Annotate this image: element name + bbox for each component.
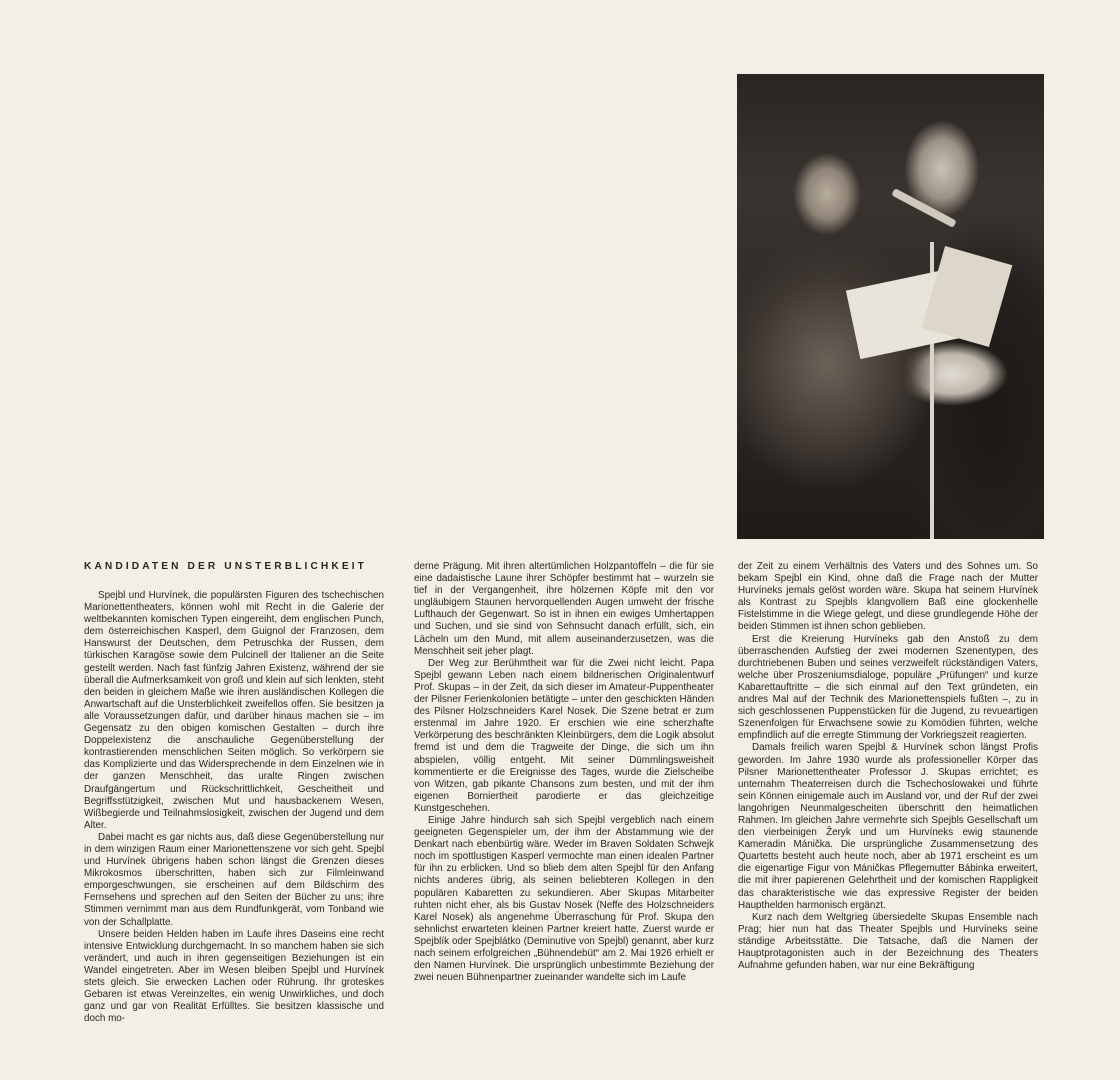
column-2 — [414, 561, 714, 984]
column-1 — [84, 561, 384, 1025]
paragraph: Kurz nach dem Weltgrieg übersiedelte Skupas Ensemble nach Prag; hier nun hat das Theater Spejbls und Hurvíneks seine ständige Arbeitsstätte. Die Tatsache, daß die Namen der Hauptprotagonisten auch in der Bezeichnung des Theaters Aufnahme gefunden haben, war nur eine Bekräftigung — [738, 911, 1038, 972]
photo — [737, 74, 1044, 539]
paragraph: derne Prägung. Mit ihren altertümlichen Holzpantoffeln – die für sie eine dadaistische Laune ihrer Schöpfer bestimmt hat – wurzeln sie tief in der Vergangenheit, ihre hölzernen Köpfe mit den vor ungläubigem Staunen hervorquellenden Augen umweht der frische Lufthauch der Gegenwart. So ist in ihnen ein ewiges Umhertappen und Suchen, und sie sind von Sehnsucht danach erfüllt, sich, ein Lächeln um den Mund, mit allem auseinanderzusetzen, was die Menschheit seit jeher plagt. — [414, 561, 714, 657]
paragraph: Einige Jahre hindurch sah sich Spejbl vergeblich nach einem geeigneten Gegenspieler um, der ihm der Abstammung wie der Denkart nach ebenbürtig wäre. Weder im Braven Soldaten Schwejk noch im spottlustigen Kasperl vermochte man einen idealen Partner für ihn zu erblicken. Und so blieb dem alten Spejbl für den Anfang nichts anderes übrig, als seinen beliebteren Kollegen in den populären Kabaretten zu sekundieren. Aber Skupas Mitarbeiter ruhten nicht eher, als bis Gustav Nosek (Neffe des Holzschneiders Karel Nosek) als angenehme Überraschung für Prof. Skupa den sehnlichst erwarteten kleinen Partner kreiert hatte. Zuerst wurde er Spejblík oder Spejblátko (Deminutive von Spejbl) genannt, aber kurz nach seinem erfolgreichen „Bühnendebüt“ am 2. Mai 1926 erhielt er den Namen Hurvínek. Die ursprünglich unbestimmte Beziehung der zwei neuen Bühnenpartner zueinander wandelte sich im Laufe — [414, 814, 714, 984]
article-title: KANDIDATEN DER UNSTERBLICHKEIT — [84, 561, 367, 572]
paragraph: der Zeit zu einem Verhältnis des Vaters und des Sohnes um. So bekam Spejbl ein Kind, ohne daß die Frage nach der Mutter Hurvíneks jemals gelöst worden wäre. Skupa hat seinem Hurvínek als Kontrast zu Spejbls klangvollem Baß eine glockenhelle Fistelstimme in die Wiege gelegt, und diese grundlegende Höhe der beiden Stimmen ist ihnen schon geblieben. — [738, 561, 1038, 633]
paragraph: Unsere beiden Helden haben im Laufe ihres Daseins eine recht intensive Entwicklung durchgemacht. In so manchem haben sie sich verändert, und auch in ihren gegenseitigen Beziehungen ist ein Wandel eingetreten. Aber im Wesen bleiben Spejbl und Hurvínek stets gleich. Sie erwecken Lachen oder Rührung. Ihr groteskes Gebaren ist etwas Vereinzeltes, ein wenig Unwirkliches, und doch ganz und gar von Realität Erfülltes. Sie besitzen klassische und doch mo- — [84, 928, 384, 1025]
paragraph: Spejbl und Hurvínek, die populärsten Figuren des tschechischen Marionettentheaters, können wohl mit Recht in die Galerie der weltbekannten komischen Typen eingereiht, dem englischen Punch, dem österreichischen Kasperl, dem Guignol der Franzosen, dem Hanswurst der Deutschen, dem Petruschka der Russen, dem türkischen Karagöse sowie dem Pulcinell der Italiener an die Seite gestellt werden. Nach fast fünfzig Jahren Existenz, während der sie überall die Aufmerksamkeit von groß und klein auf sich lenkten, steht den beiden in gleichem Maße wie ihren ausländischen Kollegen die Anwartschaft auf die Unsterblichkeit zweifellos offen. Sie besitzen ja alle Voraussetzungen dafür, und darüber hinaus machen sie – im Gegensatz zu den obigen komischen Gestalten – durch ihre Doppelexistenz die anschauliche Gegenüberstellung der kontrastierenden menschlichen Seiten möglich. So verkörpern sie das Komplizierte und das Widersprechende in dem Einzelnen wie in der ganzen Menschheit, das uralte Ringen zwischen Draufgängertum und Rückschrittlichkeit, Gescheitheit und Begriffsstützigkeit, zwischen Mut und hausbackenem Wesen, Wißbegierde und Teilnahmslosigkeit, zwischen der Jugend und dem Alter. — [84, 590, 384, 831]
column-3 — [738, 561, 1038, 972]
paragraph: Dabei macht es gar nichts aus, daß diese Gegenüberstellung nur in dem winzigen Raum einer Marionettenszene vor sich geht. Spejbl und Hurvínek übrigens haben schon längst die Grenzen dieses Mikrokosmos überschritten, haben sich zur Filmleinwand emporgeschwungen, sie erscheinen auf dem Bildschirm des Fernsehens und sprechen auf den Seiten der Bücher zu uns; ihre Stimmen vernimmt man aus dem Rundfunkgerät, vom Tonband wie von der Schallplatte. — [84, 831, 384, 928]
paragraph: Erst die Kreierung Hurvíneks gab den Anstoß zu dem überraschenden Aufstieg der zwei modernen Szenentypen, des durchtriebenen Buben und seines verzweifelt rückständigen Vaters, welche über Proszeniumsdialoge, populäre „Prüfungen“ und kurze Kabarettauftritte – die sich einmal auf den Text gründeten, ein andres Mal auf der Technik des Marionettenspiels fußten –, zu in sich geschlossenen Puppenstücken für die Jugend, zu revueartigen Szenenfolgen für Erwachsene sowie zu Komödien führten, welche empfindlich auf die erregte Stimmung der Vorkriegszeit reagierten. — [738, 633, 1038, 742]
microphone-icon — [891, 188, 957, 228]
script-paper-2 — [922, 246, 1013, 347]
paragraph: Der Weg zur Berühmtheit war für die Zwei nicht leicht. Papa Spejbl gewann Leben nach einem bildnerischen Originalentwurf Prof. Skupas – in der Zeit, da sich dieser im Amateur-Puppentheater der Pilsner Ferienkolonien betätigte – unter den geschickten Händen des Pilsner Holzschneiders Karel Nosek. Die Szene betrat er zum erstenmal im Jahre 1920. Er erschien wie eine scherzhafte Verkörperung des beschränkten Kleinbürgers, dem die Logik absolut fremd ist und dem die Tragweite der Dinge, die sich um ihn abspielen, völlig entgeht. Mit seiner Dümmlingsweisheit kommentierte er die Ereignisse des Tages, wurde die Zielscheibe von Witzen, gab pikante Chansons zum besten, und mit der ihm eigenen Borniertheit parodierte er das gleichzeitige Kunstgeschehen. — [414, 657, 714, 814]
paragraph: Damals freilich waren Spejbl & Hurvínek schon längst Profis geworden. Im Jahre 1930 wurde als professioneller Körper das Pilsner Marionettentheater Professor J. Skupas errichtet; es unternahm Theaterreisen durch die Tschechoslowakei und führte sein Können einigemale auch im Ausland vor, und der Ruf der zwei langohrigen Neunmalgescheiten überschritt den heimatlichen Rahmen. Im gleichen Jahre vermehrte sich Spejbls Gesellschaft um den vierbeinigen Žeryk und um Hurvíneks ewig staunende Kameradin Mánička. Die ursprüngliche Zusammensetzung des Quartetts besteht auch heute noch, aber ab 1971 erscheint es um die eigenartige Figur von Máničkas Pflegemutter Bábinka erweitert, die mit ihrer papierenen Gelehrtheit und der komischen Rappligkeit das charakteristische wie das expressive Register der beiden Haupthelden harmonisch ergänzt. — [738, 742, 1038, 911]
